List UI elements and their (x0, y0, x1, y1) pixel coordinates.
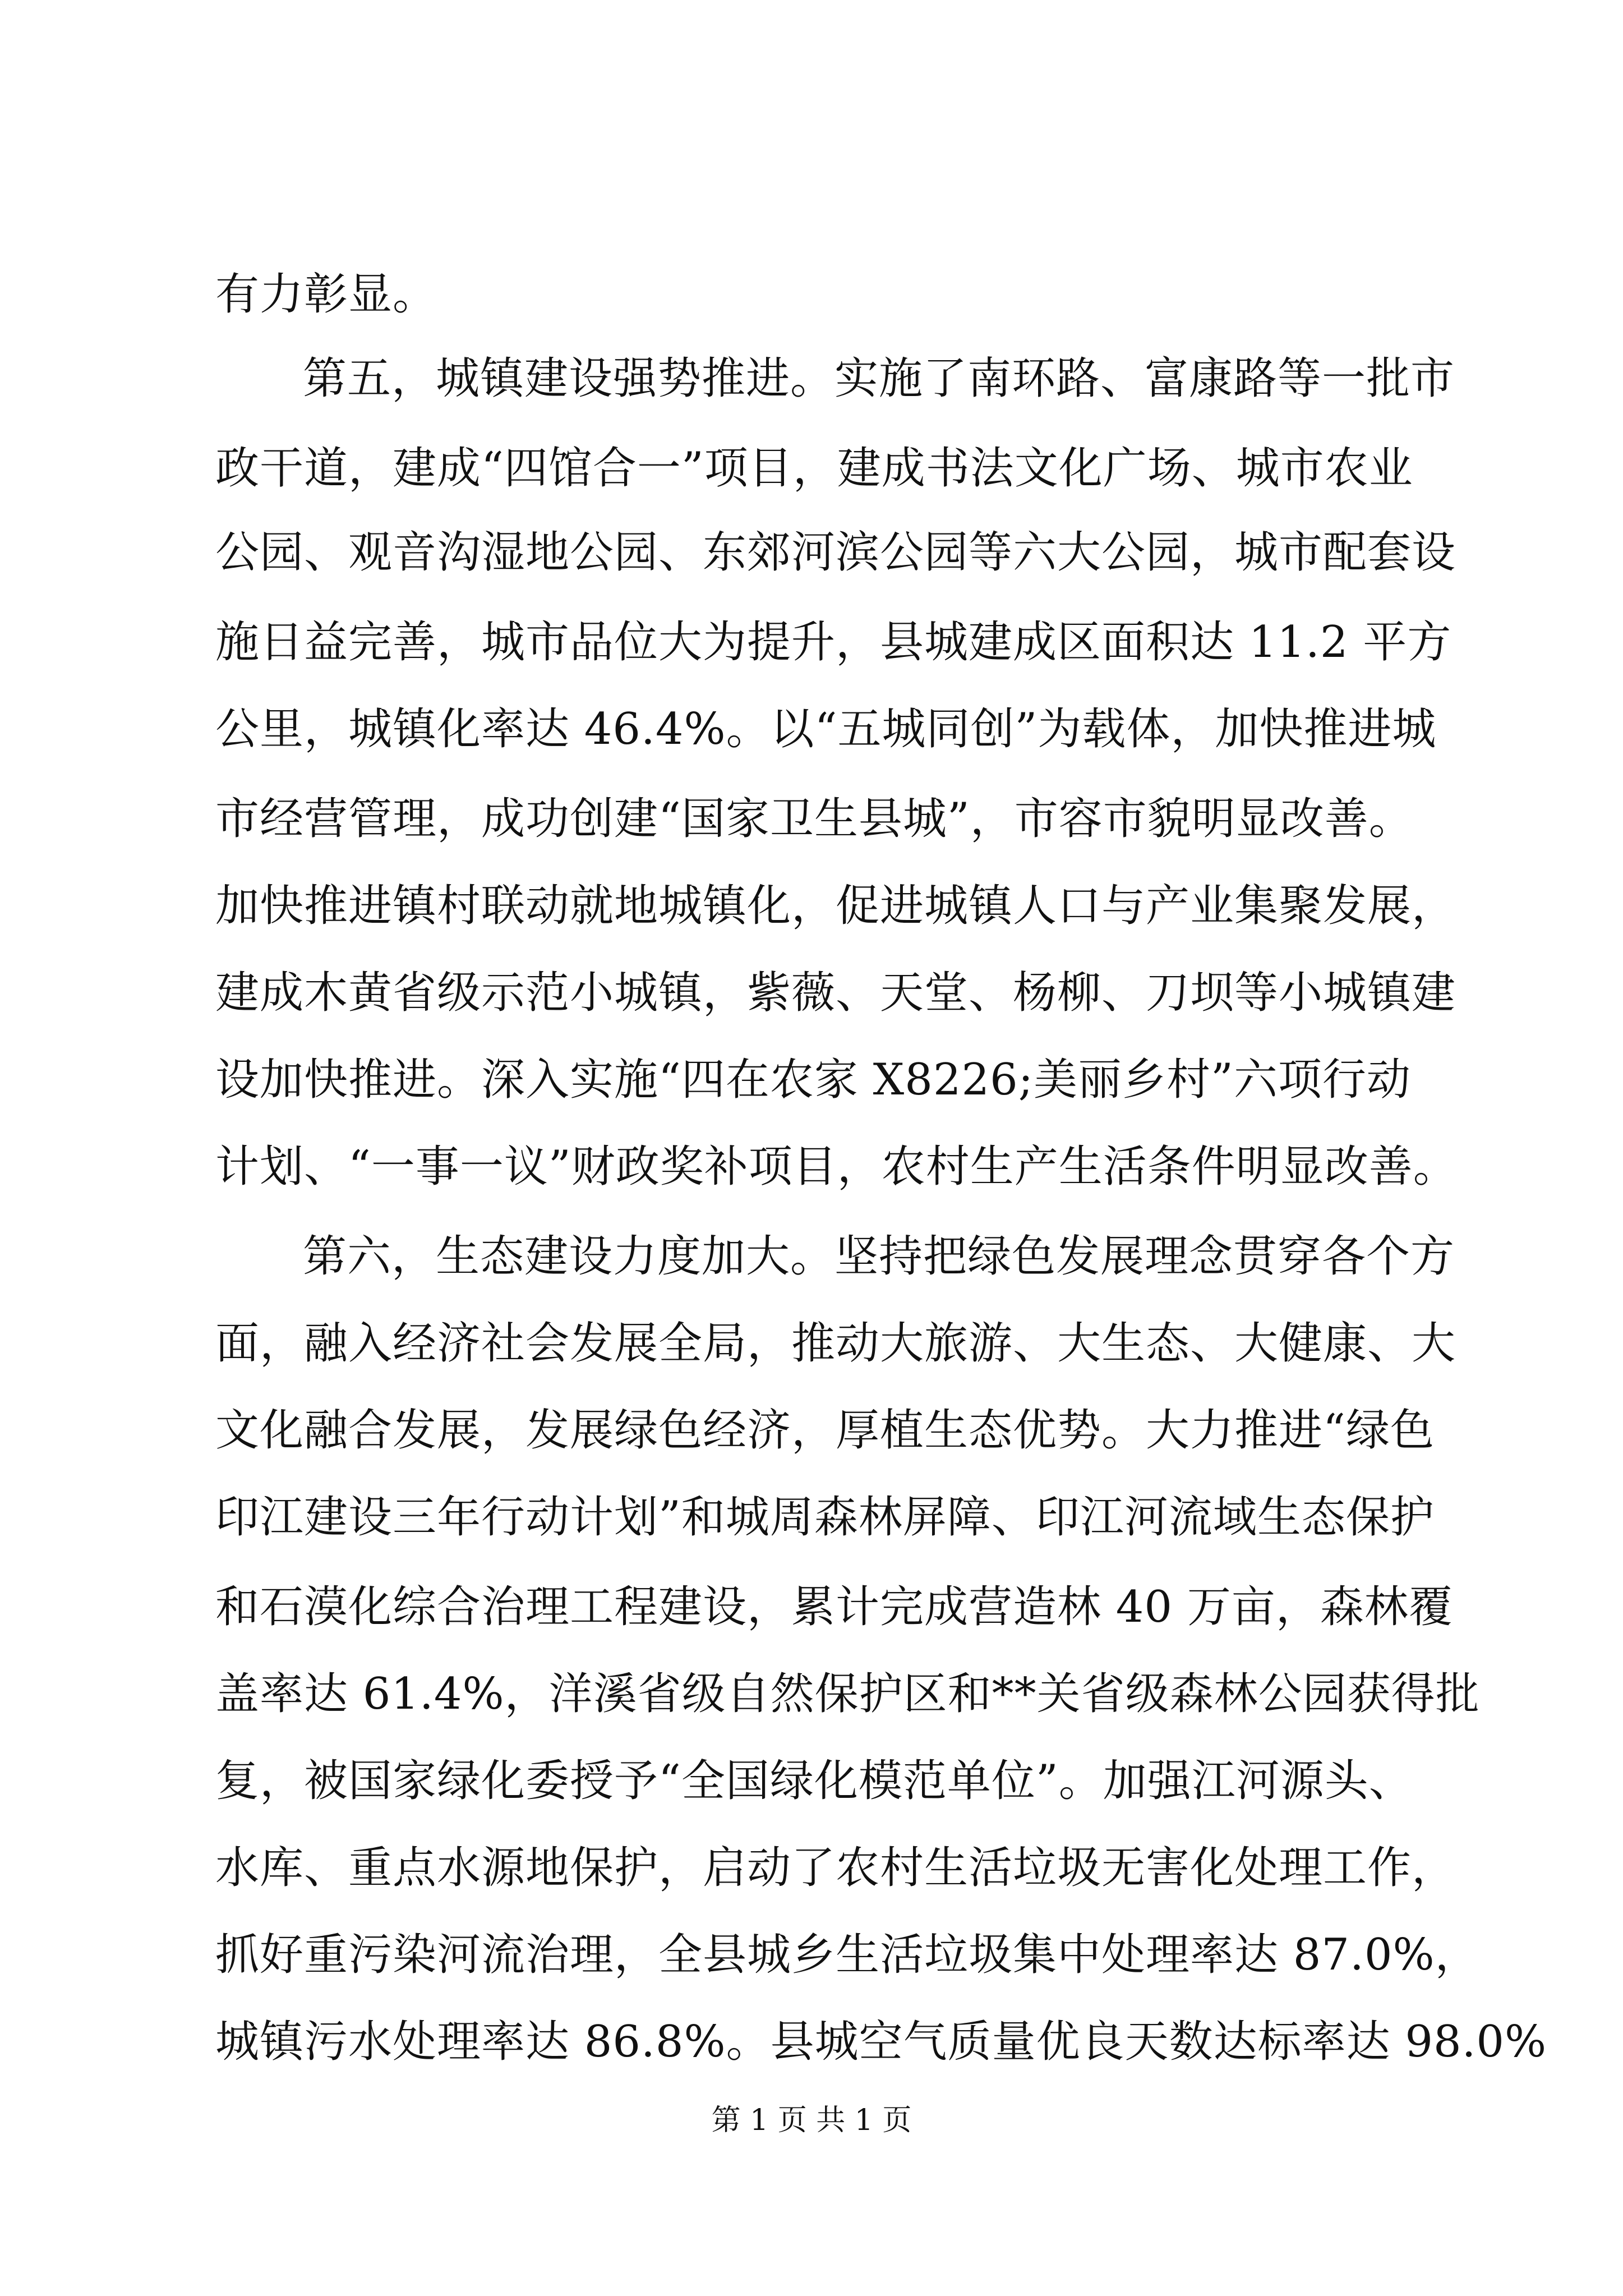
text-line-4: 公园、观音沟湿地公园、东郊河滨公园等六大公园，城市配套设 (215, 527, 1456, 578)
text-line-17: 盖率达 61.4%，洋溪省级自然保护区和**关省级森林公园获得批 (215, 1669, 1480, 1719)
text-line-11: 计划、“一事一议”财政奖补项目，农村生产生活条件明显改善。 (215, 1142, 1458, 1192)
text-line-21: 城镇污水处理率达 86.8%。县城空气质量优良天数达标率达 98.0% (215, 2017, 1547, 2067)
text-line-5: 施日益完善，城市品位大为提升，县城建成区面积达 11.2 平方 (215, 617, 1452, 668)
text-line-9: 建成木黄省级示范小城镇，紫薇、天堂、杨柳、刀坝等小城镇建 (215, 968, 1456, 1018)
text-line-1: 有力彰显。 (215, 269, 437, 320)
text-line-14: 文化融合发展，发展绿色经济，厚植生态优势。大力推进“绿色 (215, 1405, 1435, 1456)
page-footer: 第 1 页 共 1 页 (711, 2104, 912, 2137)
text-line-19: 水库、重点水源地保护，启动了农村生活垃圾无害化处理工作， (215, 1843, 1456, 1893)
text-line-13: 面，融入经济社会发展全局，推动大旅游、大生态、大健康、大 (215, 1318, 1456, 1369)
paragraph-5-line-1: 第五，城镇建设强势推进。实施了南环路、富康路等一批市 (303, 353, 1455, 404)
text-line-7: 市经营管理，成功创建“国家卫生县城”，市容市貌明显改善。 (215, 794, 1413, 844)
text-line-16: 和石漠化综合治理工程建设，累计完成营造林 40 万亩，森林覆 (215, 1582, 1453, 1632)
text-line-6: 公里，城镇化率达 46.4%。以“五城同创”为载体，加快推进城 (215, 704, 1437, 754)
text-line-10: 设加快推进。深入实施“四在农家 X8226;美丽乡村”六项行动 (215, 1055, 1411, 1105)
text-line-20: 抓好重污染河流治理，全县城乡生活垃圾集中处理率达 87.0%， (215, 1930, 1479, 1980)
text-line-15: 印江建设三年行动计划”和城周森林屏障、印江河流域生态保护 (215, 1492, 1435, 1543)
text-line-18: 复，被国家绿化委授予“全国绿化模范单位”。加强江河源头、 (215, 1756, 1413, 1806)
paragraph-6-line-1: 第六，生态建设力度加大。坚持把绿色发展理念贯穿各个方 (303, 1231, 1455, 1282)
text-line-8: 加快推进镇村联动就地城镇化，促进城镇人口与产业集聚发展， (215, 881, 1456, 931)
text-line-3: 政干道，建成“四馆合一”项目，建成书法文化广场、城市农业 (215, 443, 1413, 494)
